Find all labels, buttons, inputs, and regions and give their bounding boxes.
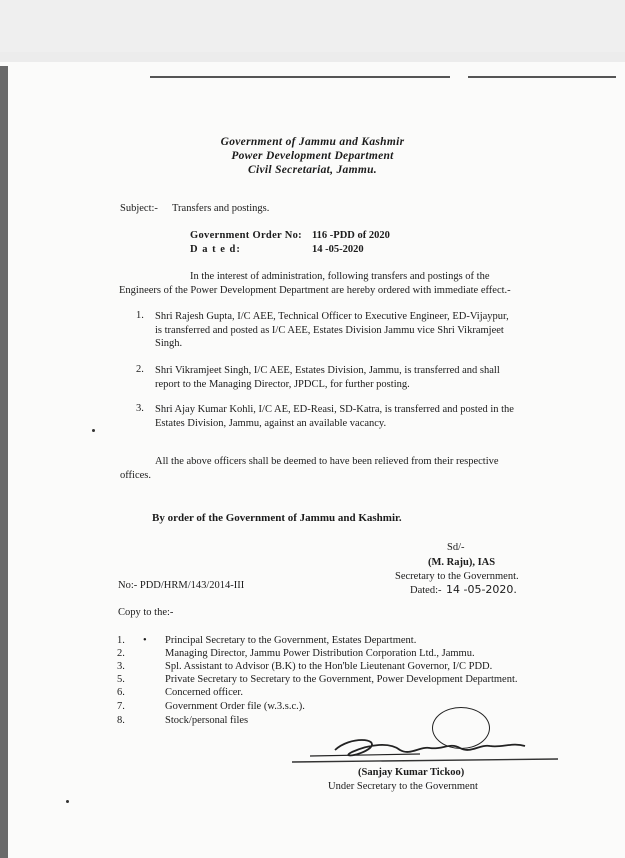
item-3-line-1: Shri Ajay Kumar Kohli, I/C AE, ED-Reasi, SD-Katra, is transferred and posted in the	[155, 404, 514, 415]
sign1-sd: Sd/-	[447, 542, 465, 553]
top-bar	[0, 0, 625, 52]
sign1-dated-value: 14 -05-2020.	[446, 583, 517, 596]
scan-speck	[92, 429, 95, 432]
top-rule-left	[150, 76, 450, 78]
reference-number: No:- PDD/HRM/143/2014-III	[118, 580, 245, 591]
copy-6-text: Government Order file (w.3.s.c.).	[165, 701, 305, 712]
copy-4-text: Private Secretary to Secretary to the Government, Power Development Department.	[165, 674, 518, 685]
item-2-line-1: Shri Vikramjeet Singh, I/C AEE, Estates Division, Jammu, is transferred and shall	[155, 365, 500, 376]
list-item-1	[155, 310, 509, 351]
copy-7-text: Stock/personal files	[165, 715, 249, 726]
copy-1-text: Principal Secretary to the Government, Estates Department.	[165, 635, 417, 646]
scan-speck-2	[66, 800, 69, 803]
header-line-1: Government of Jammu and Kashmir	[220, 136, 405, 148]
scan-edge	[0, 66, 8, 858]
sign1-designation: Secretary to the Government.	[395, 571, 519, 582]
sign1-dated-label: Dated:-	[410, 585, 442, 596]
copy-3-text: Spl. Assistant to Advisor (B.K) to the Hon'ble Lieutenant Governor, I/C PDD.	[165, 661, 493, 672]
copy-2-number: 2.	[117, 648, 125, 659]
item-1-number: 1.	[136, 310, 144, 321]
item-1-line-3: Singh.	[155, 338, 183, 349]
header-line-2: Power Development Department	[231, 150, 394, 162]
order-number-value: 116 -PDD of 2020	[312, 230, 390, 241]
list-item-2	[155, 364, 500, 391]
intro-line-2: Engineers of the Power Development Department are hereby ordered with immediate effect.-	[119, 285, 511, 296]
copy-5-number: 6.	[117, 687, 125, 698]
copy-to-heading: Copy to the:-	[118, 607, 174, 618]
list-item-3	[155, 403, 514, 430]
copy-3-number: 3.	[117, 661, 125, 672]
bullet-dot: •	[143, 635, 147, 646]
order-number-label: Government Order No:	[190, 230, 302, 241]
relieved-line-2: offices.	[120, 470, 152, 481]
order-date-value: 14 -05-2020	[312, 244, 364, 255]
item-2-line-2: report to the Managing Director, JPDCL, for further posting.	[155, 378, 410, 390]
header-line-3: Civil Secretariat, Jammu.	[248, 164, 377, 176]
item-3-line-2: Estates Division, Jammu, against an available vacancy.	[155, 417, 387, 429]
relieved-line-1: All the above officers shall be deemed to have been relieved from their respective	[155, 456, 499, 467]
copy-5-text: Concerned officer.	[165, 687, 243, 698]
copy-1-number: 1.	[117, 635, 125, 646]
copy-6-number: 7.	[117, 701, 125, 712]
intro-line-1: In the interest of administration, following transfers and postings of the	[190, 271, 490, 282]
copy-4-number: 5.	[117, 674, 125, 685]
item-1-line-2: is transferred and posted as I/C AEE, Estates Division Jammu vice Shri Vikramjeet	[155, 324, 504, 336]
sign2-name: (Sanjay Kumar Tickoo)	[358, 767, 465, 778]
top-rule-right	[468, 76, 616, 78]
item-1-line-1: Shri Rajesh Gupta, I/C AEE, Technical Officer to Executive Engineer, ED-Vijaypur,	[155, 311, 509, 322]
sign1-name: (M. Raju), IAS	[428, 557, 496, 568]
item-2-number: 2.	[136, 364, 144, 375]
copy-2-text: Managing Director, Jammu Power Distribution Corporation Ltd., Jammu.	[165, 648, 475, 659]
item-3-number: 3.	[136, 403, 144, 414]
signature-scribble	[290, 728, 560, 768]
order-date-label: D a t e d:	[190, 244, 241, 255]
copy-7-number: 8.	[117, 715, 125, 726]
sign2-designation: Under Secretary to the Government	[328, 781, 478, 792]
by-order-line: By order of the Government of Jammu and Kashmir.	[152, 512, 402, 524]
subject-text: Transfers and postings.	[172, 203, 270, 214]
subject-label: Subject:-	[120, 203, 158, 214]
